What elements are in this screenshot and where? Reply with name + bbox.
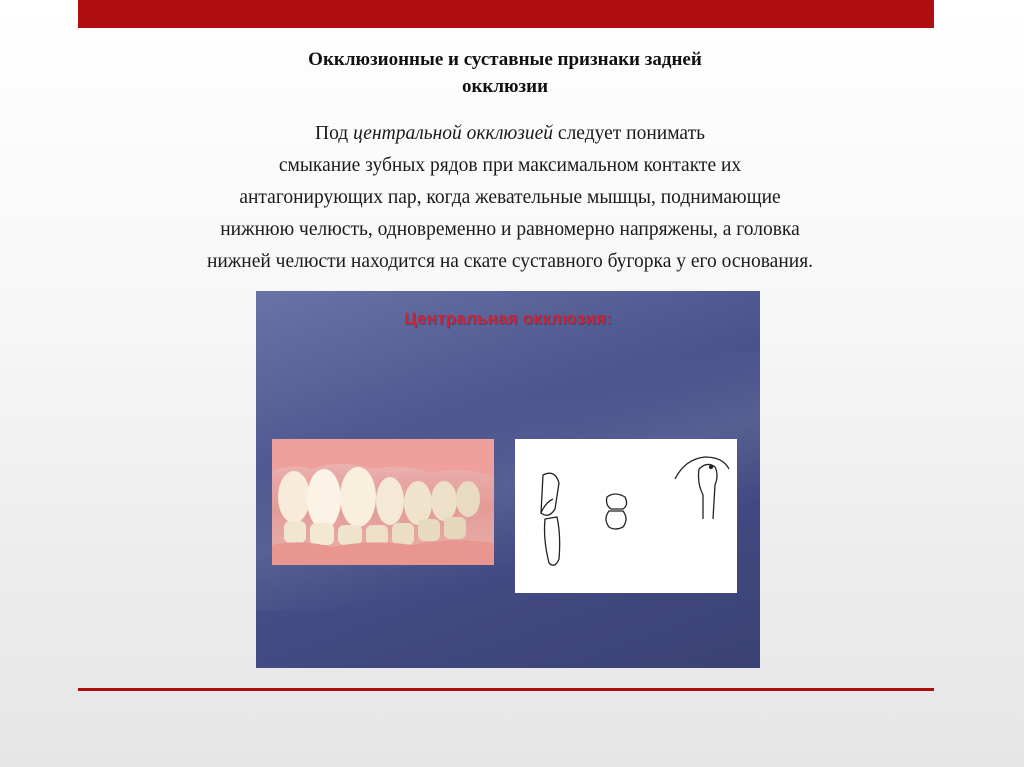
definition-term: центральной окклюзией xyxy=(353,123,554,144)
bottom-accent-line xyxy=(78,688,934,691)
top-accent-bar xyxy=(78,0,934,28)
definition-line-1 xyxy=(90,118,930,150)
definition-line-4: нижнюю челюсть, одновременно и равномерно напряжены, а головка xyxy=(220,219,800,240)
page-title-line-1: Окклюзионные и суставные признаки задней xyxy=(308,49,702,70)
definition-paragraph xyxy=(90,118,930,278)
teeth-photo-drawing xyxy=(272,439,494,565)
definition-prefix: Под xyxy=(314,123,354,144)
occlusion-diagram-drawing xyxy=(515,439,737,593)
definition-line-5: нижней челюсти находится на скате суставного бугорка у его основания. xyxy=(206,251,814,272)
definition-line-1-rest: следует понимать xyxy=(553,123,706,144)
teeth-photo xyxy=(272,439,494,565)
definition-line-2: смыкание зубных рядов при максимальном контакте их xyxy=(278,155,742,176)
embedded-slide xyxy=(256,291,760,668)
slide-title: Центральная окклюзия: xyxy=(404,309,612,328)
page-title xyxy=(200,46,810,100)
page-title-line-2: окклюзии xyxy=(461,76,549,97)
definition-line-3: антагонирующих пар, когда жевательные мышцы, поднимающие xyxy=(239,187,781,208)
occlusion-diagram xyxy=(515,439,737,593)
